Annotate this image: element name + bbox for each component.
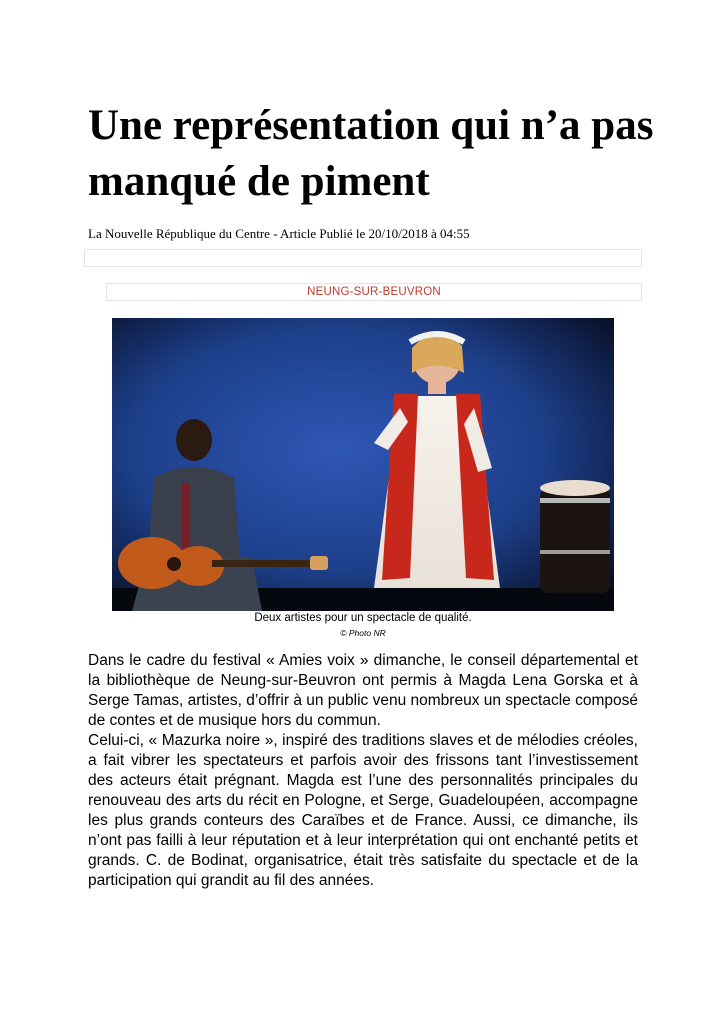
article-paragraph: Dans le cadre du festival « Amies voix » dimanche, le conseil départemental et la bibliothèque de Neung-sur-Beuvron ont permis à Magda Lena Gorska et à Serge Tamas, artistes, d’offrir à un public venu nombreux un spectacle composé de contes et de musique hors du commun. [88, 652, 638, 729]
article-paragraph: Celui-ci, « Mazurka noire », inspiré des traditions slaves et de mélodies créoles, a fait vibrer les spectateurs et parfois avoir des frissons tant l’investissement des acteurs était prégnant. Magda est l’une des personnalités principales du renouveau des arts du récit en Pologne, et Serge, Guadeloupéen, accompagne les plus grands conteurs des Caraïbes et de France. Aussi, ce dimanche, ils n’ont pas failli à leur réputation et à leur interprétation qui ont enchanté petits et grands. C. de Bodinat, organisatrice, était très satisfaite du spectacle et de la participation qui grandit au fil des années. [88, 732, 638, 889]
article-photo [112, 318, 614, 611]
section-label: NEUNG-SUR-BEUVRON [106, 283, 642, 301]
photo-of-two-performers-icon [112, 318, 614, 611]
photo-caption: Deux artistes pour un spectacle de qualité. [254, 612, 472, 624]
photo-credit: © Photo NR [340, 628, 386, 638]
conga-drum [540, 480, 610, 593]
article-title: Une représentation qui n’a pas manqué de piment [88, 102, 654, 205]
article-byline: La Nouvelle République du Centre - Article Publié le 20/10/2018 à 04:55 [88, 226, 470, 241]
article-body [88, 651, 638, 891]
empty-banner-box [84, 249, 642, 267]
